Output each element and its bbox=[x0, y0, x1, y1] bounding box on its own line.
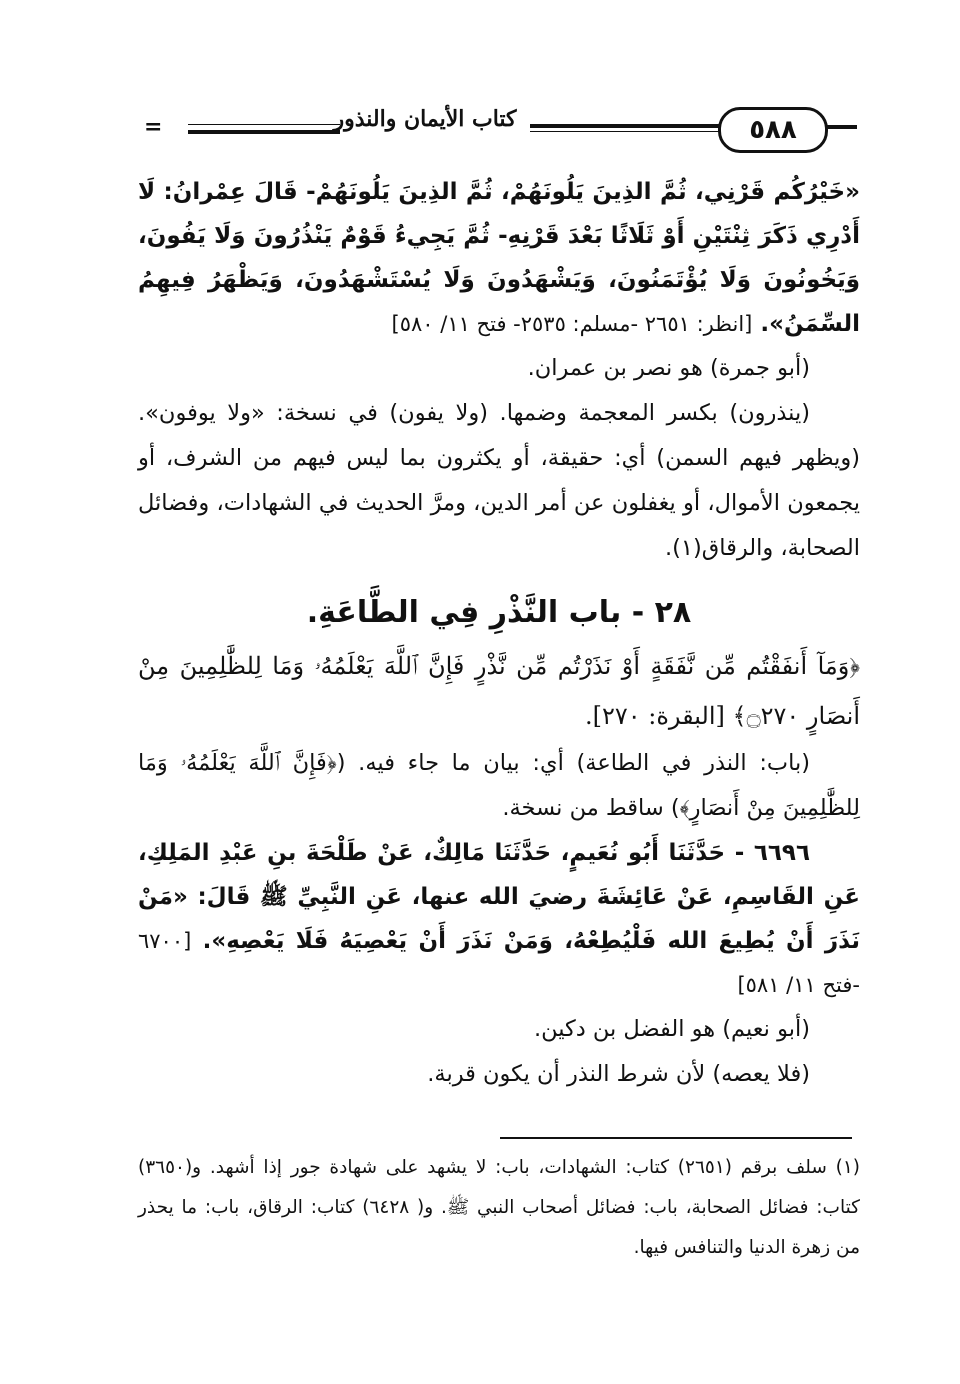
header-rule-right-thin bbox=[530, 131, 720, 132]
header-rule-left-thick bbox=[188, 130, 340, 134]
chapter-title: ٢٨ - باب النَّذْرِ فِي الطَّاعَةِ. bbox=[306, 595, 692, 630]
hadith-text bbox=[138, 170, 860, 346]
main-text bbox=[138, 170, 860, 1097]
commentary-paragraph: (ينذرون) بكسر المعجمة وضمها. (ولا يفون) في نسخة: «ولا يوفون». (ويظهر فيهم السمن) أي: حقيقة، أو يكثرون بما ليس فيهم من الشرف، أو يجمعون الأموال، أو يغفلون عن أمر الدين، ومرَّ الحديث في الشهادات، وفضائل الصحابة، والرقاق(١). bbox=[138, 400, 860, 561]
page-number: ٥٨٨ bbox=[718, 107, 828, 153]
quran-verse: ﴿وَمَآ أَنفَقْتُم مِّن نَّفَقَةٍ أَوْ نَذَرْتُم مِّن نَّذْرٍ فَإِنَّ ٱللَّهَ يَعْلَمُهُۥ وَمَا لِلظَّٰلِمِينَ مِنْ أَنصَارٍ ۝٢٧٠﴾ [البقرة: ٢٧٠]. bbox=[138, 652, 860, 730]
commentary-paragraph: (أبو نعيم) هو الفضل بن دكين. bbox=[533, 1016, 810, 1042]
hadith-2-matn: ٦٦٩٦ - حَدَّثَنَا أَبُو نُعَيمٍ، حَدَّثَنَا مَالِكٌ، عَنْ طَلْحَةَ بنِ عَبْدِ المَلِكِ، عَنِ القَاسِمِ، عَنْ عَائِشَةَ رضيَ الله عنها، عَنِ النَّبِيِّ ﷺ قَالَ: «مَنْ نَذَرَ أَنْ يُطِيعَ الله فَلْيُطِعْهُ، وَمَنْ نَذَرَ أَنْ يَعْصِيَهُ فَلَا يَعْصِهِ». bbox=[138, 840, 860, 954]
hadith-1-matn: «خَيْرُكُم قَرْنِي، ثُمَّ الذِينَ يَلُونَهُمْ، ثُمَّ الذِينَ يَلُونَهُمْ- قَالَ عِمْرانُ: لَا أَدْرِي ذَكَرَ ثِنْتَيْنِ أَوْ ثَلَاثًا بَعْدَ قَرْنِهِ- ثُمَّ يَجِيءُ قَوْمٌ يَنْذُرُونَ وَلَا يَفُونَ، وَيَخُونُونَ وَلَا يُؤْتَمَنُونَ، وَيَشْهَدُونَ وَلَا يُسْتَشْهَدُونَ، وَيَظْهَرُ فِيهِمُ السِّمَنُ». bbox=[138, 179, 860, 337]
page-header bbox=[120, 100, 860, 156]
hadith-text bbox=[138, 831, 860, 1007]
footnote-1: (١) سلف برقم (٢٦٥١) كتاب: الشهادات، باب: لا يشهد على شهادة جور إذا أشهد. و(٣٦٥٠) كتاب: فضائل الصحابة، باب: فضائل أصحاب النبي ﷺ. و( ٦٤٢٨) كتاب: الرقاق، باب: ما يحذر من زهرة الدنيا والتنافس فيها. bbox=[138, 1157, 860, 1258]
header-dash: = bbox=[144, 114, 163, 140]
hadith-1-reference: [انظر: ٢٦٥١ -مسلم: ٢٥٣٥- فتح ١١/ ٥٨٠] bbox=[391, 312, 753, 336]
commentary-paragraph: (فلا يعصه) لأن شرط النذر أن يكون قربة. bbox=[427, 1061, 810, 1087]
header-rule-left bbox=[188, 124, 340, 125]
running-title: كتاب الأيمان والنذور bbox=[333, 106, 517, 132]
footnotes bbox=[138, 1148, 860, 1268]
header-rule-right bbox=[530, 124, 720, 128]
footnote-separator bbox=[500, 1137, 852, 1139]
commentary-paragraph: (باب: النذر في الطاعة) أي: بيان ما جاء فيه. (﴿فَإِنَّ ٱللَّهَ يَعْلَمُهُۥ وَمَا لِلظَّٰلِمِينَ مِنْ أَنصَارٍ﴾) ساقط من نسخة. bbox=[138, 750, 860, 821]
hadith-2-reference: [٦٧٠٠ -فتح ١١/ ٥٨١] bbox=[138, 929, 860, 997]
commentary-paragraph: (أبو جمرة) هو نصر بن عمران. bbox=[527, 355, 810, 381]
